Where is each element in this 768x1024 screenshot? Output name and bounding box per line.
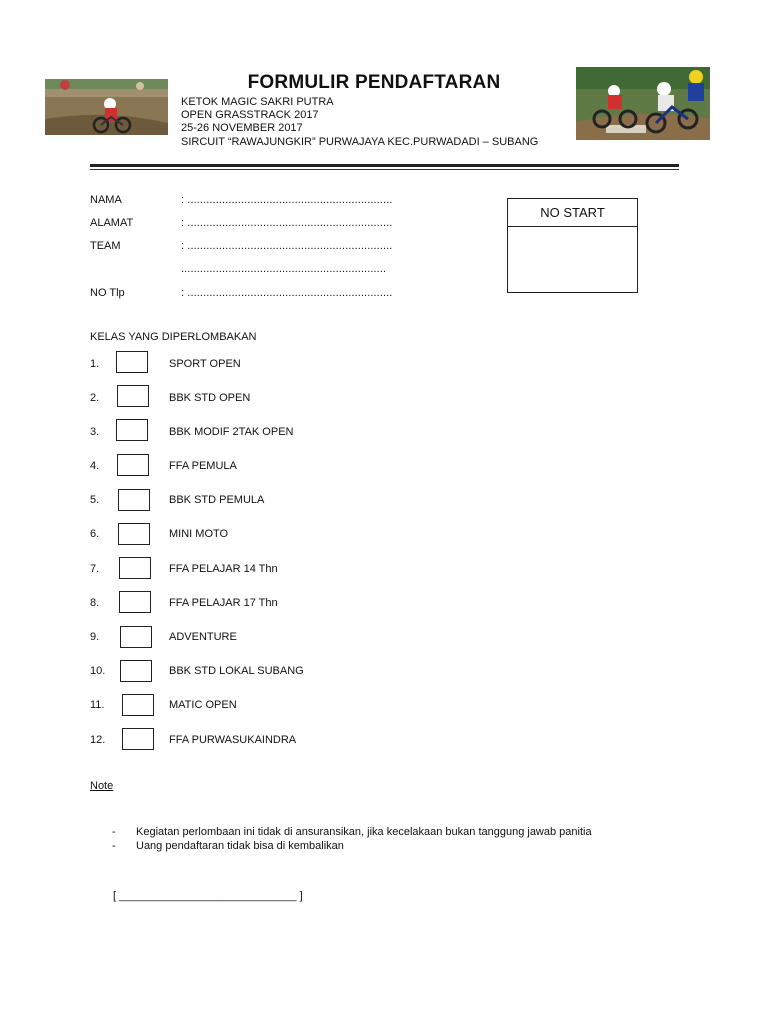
class-checkbox-ffa-pemula[interactable]	[117, 454, 149, 476]
class-label: BBK STD PEMULA	[169, 494, 265, 506]
organizer-line: KETOK MAGIC SAKRI PUTRA	[181, 96, 334, 108]
class-checkbox-ffa-pelajar-17[interactable]	[119, 591, 151, 613]
classes-title: KELAS YANG DIPERLOMBAKAN	[90, 331, 257, 343]
form-title: FORMULIR PENDAFTARAN	[247, 72, 501, 93]
class-number: 6.	[90, 528, 100, 540]
class-checkbox-adventure[interactable]	[120, 626, 152, 648]
event-line: OPEN GRASSTRACK 2017	[181, 109, 319, 121]
motocross-photo-right	[576, 67, 710, 140]
class-checkbox-bbk-std-pemula[interactable]	[118, 489, 150, 511]
no-start-label: NO START	[508, 199, 637, 227]
class-checkbox-matic-open[interactable]	[122, 694, 154, 716]
class-number: 3.	[90, 426, 100, 438]
class-checkbox-ffa-purwasukaindra[interactable]	[122, 728, 154, 750]
class-checkbox-ffa-pelajar-14[interactable]	[119, 557, 151, 579]
field-input-team[interactable]: : .................................................................	[181, 240, 393, 252]
class-label: MINI MOTO	[169, 528, 229, 540]
field-label-no-tlp: NO Tlp	[90, 287, 125, 299]
class-number: 10.	[90, 665, 106, 677]
no-start-box[interactable]	[507, 198, 638, 293]
class-number: 4.	[90, 460, 100, 472]
class-number: 12.	[90, 734, 106, 746]
field-input-no-tlp[interactable]: : .................................................................	[181, 287, 393, 299]
note-bullet: -	[112, 826, 116, 838]
field-label-alamat: ALAMAT	[90, 217, 134, 229]
class-number: 7.	[90, 563, 100, 575]
class-label: BBK STD OPEN	[169, 392, 251, 404]
class-checkbox-bbk-std-lokal-subang[interactable]	[120, 660, 152, 682]
class-label: BBK MODIF 2TAK OPEN	[169, 426, 294, 438]
class-number: 5.	[90, 494, 100, 506]
field-label-team: TEAM	[90, 240, 121, 252]
class-checkbox-bbk-modif-2tak-open[interactable]	[116, 419, 148, 441]
class-label: BBK STD LOKAL SUBANG	[169, 665, 304, 677]
class-label: FFA PELAJAR 14 Thn	[169, 563, 278, 575]
class-checkbox-mini-moto[interactable]	[118, 523, 150, 545]
note-text: Kegiatan perlombaan ini tidak di ansuransikan, jika kecelakaan bukan tanggung jawab panitia	[136, 826, 592, 838]
note-bullet: -	[112, 840, 116, 852]
class-label: ADVENTURE	[169, 631, 237, 643]
class-label: FFA PURWASUKAINDRA	[169, 734, 297, 746]
field-input-team-continuation[interactable]: .................................................................	[181, 263, 387, 275]
note-item	[112, 826, 592, 838]
signature-line[interactable]: [ _____________________________ ]	[113, 890, 303, 902]
class-number: 11.	[90, 699, 105, 711]
class-checkbox-sport-open[interactable]	[116, 351, 148, 373]
note-title: Note	[90, 780, 114, 792]
class-label: FFA PEMULA	[169, 460, 237, 472]
field-label-nama: NAMA	[90, 194, 122, 206]
class-number: 2.	[90, 392, 100, 404]
motocross-photo-left	[45, 79, 168, 135]
field-input-nama[interactable]: : .................................................................	[181, 194, 393, 206]
class-number: 9.	[90, 631, 100, 643]
class-checkbox-bbk-std-open[interactable]	[117, 385, 149, 407]
field-input-alamat[interactable]: : .................................................................	[181, 217, 393, 229]
class-label: FFA PELAJAR 17 Thn	[169, 597, 278, 609]
class-number: 1.	[90, 358, 100, 370]
header-divider-thin	[90, 169, 679, 170]
header-divider-thick	[90, 164, 679, 167]
class-number: 8.	[90, 597, 100, 609]
date-line: 25-26 NOVEMBER 2017	[181, 122, 303, 134]
note-item	[112, 840, 344, 852]
venue-line: SIRCUIT “RAWAJUNGKIR” PURWAJAYA KEC.PURWADADI – SUBANG	[181, 136, 539, 148]
class-label: MATIC OPEN	[169, 699, 237, 711]
class-label: SPORT OPEN	[169, 358, 241, 370]
note-text: Uang pendaftaran tidak bisa di kembalikan	[136, 840, 344, 852]
